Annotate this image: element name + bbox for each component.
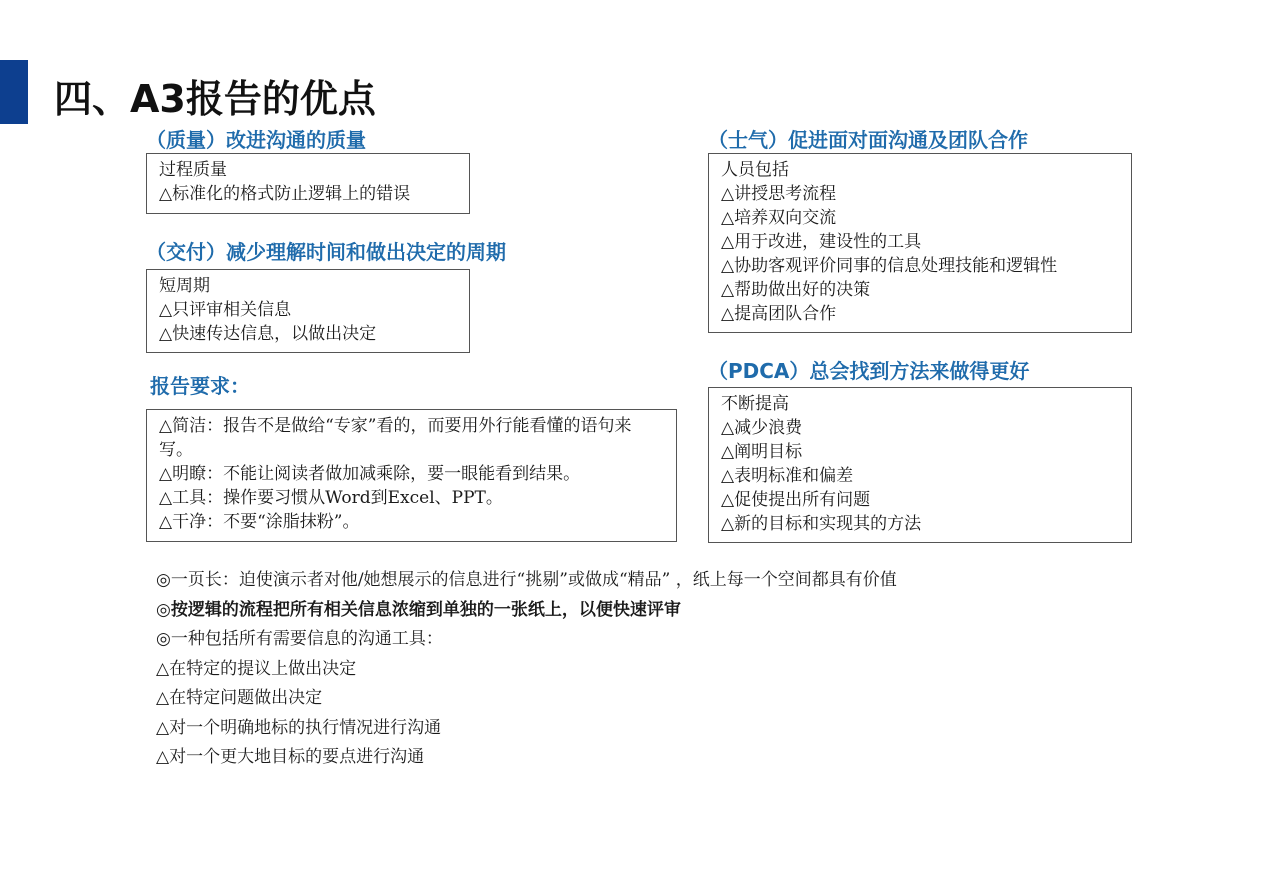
note-item: ◎一种包括所有需要信息的沟通工具： <box>156 629 443 649</box>
pdca-line: △阐明目标 <box>721 442 803 462</box>
title-accent-bar <box>0 60 28 124</box>
delivery-line: 短周期 <box>159 276 210 296</box>
delivery-line: △只评审相关信息 <box>159 300 292 320</box>
note-item: △对一个更大地目标的要点进行沟通 <box>156 747 425 767</box>
quality-box <box>146 153 470 214</box>
quality-section-title: （质量）改进沟通的质量 <box>146 128 366 152</box>
morale-line: 人员包括 <box>721 160 789 180</box>
pdca-line: 不断提高 <box>721 394 789 414</box>
note-item: ◎一页长：迫使演示者对他/她想展示的信息进行“挑剔”或做成“精品” ，纸上每一个空间都具有价值 <box>156 570 897 590</box>
delivery-section-title: （交付）减少理解时间和做出决定的周期 <box>146 240 506 264</box>
pdca-line: △促使提出所有问题 <box>721 490 871 510</box>
morale-line: △讲授思考流程 <box>721 184 837 204</box>
note-item: △在特定的提议上做出决定 <box>156 658 357 679</box>
morale-line: △帮助做出好的决策 <box>721 280 871 300</box>
morale-line: △用于改进，建设性的工具 <box>721 232 922 252</box>
requirements-box <box>146 409 677 542</box>
quality-line: 过程质量 <box>159 160 227 180</box>
pdca-line: △表明标准和偏差 <box>721 466 854 486</box>
page-title: 四、A3报告的优点 <box>54 77 376 121</box>
morale-line: △协助客观评价同事的信息处理技能和逻辑性 <box>721 256 1058 276</box>
pdca-line: △新的目标和实现其的方法 <box>721 514 922 534</box>
requirements-line: △干净：不要“涂脂抹粉”。 <box>159 512 360 532</box>
pdca-section-title: （PDCA）总会找到方法来做得更好 <box>708 359 1030 383</box>
requirements-line: △工具：操作要习惯从Word到Excel、PPT。 <box>159 488 503 508</box>
requirements-line: △明瞭：不能让阅读者做加减乘除，要一眼能看到结果。 <box>159 464 581 484</box>
requirements-line: △简洁：报告不是做给“专家”看的，而要用外行能看懂的语句来写。 <box>159 416 632 460</box>
quality-line: △标准化的格式防止逻辑上的错误 <box>159 184 411 204</box>
delivery-line: △快速传达信息，以做出决定 <box>159 324 377 344</box>
requirements-section-title: 报告要求： <box>150 374 250 398</box>
delivery-box <box>146 269 470 353</box>
note-item: △在特定问题做出决定 <box>156 688 323 708</box>
note-item: ◎按逻辑的流程把所有相关信息浓缩到单独的一张纸上，以便快速评审 <box>156 599 681 620</box>
notes-list <box>156 566 897 773</box>
note-item: △对一个明确地标的执行情况进行沟通 <box>156 717 442 738</box>
morale-section-title: （士气）促进面对面沟通及团队合作 <box>708 128 1028 152</box>
pdca-line: △减少浪费 <box>721 418 803 438</box>
pdca-box <box>708 387 1132 543</box>
morale-line: △培养双向交流 <box>721 208 837 228</box>
morale-box <box>708 153 1132 333</box>
morale-line: △提高团队合作 <box>721 304 837 324</box>
